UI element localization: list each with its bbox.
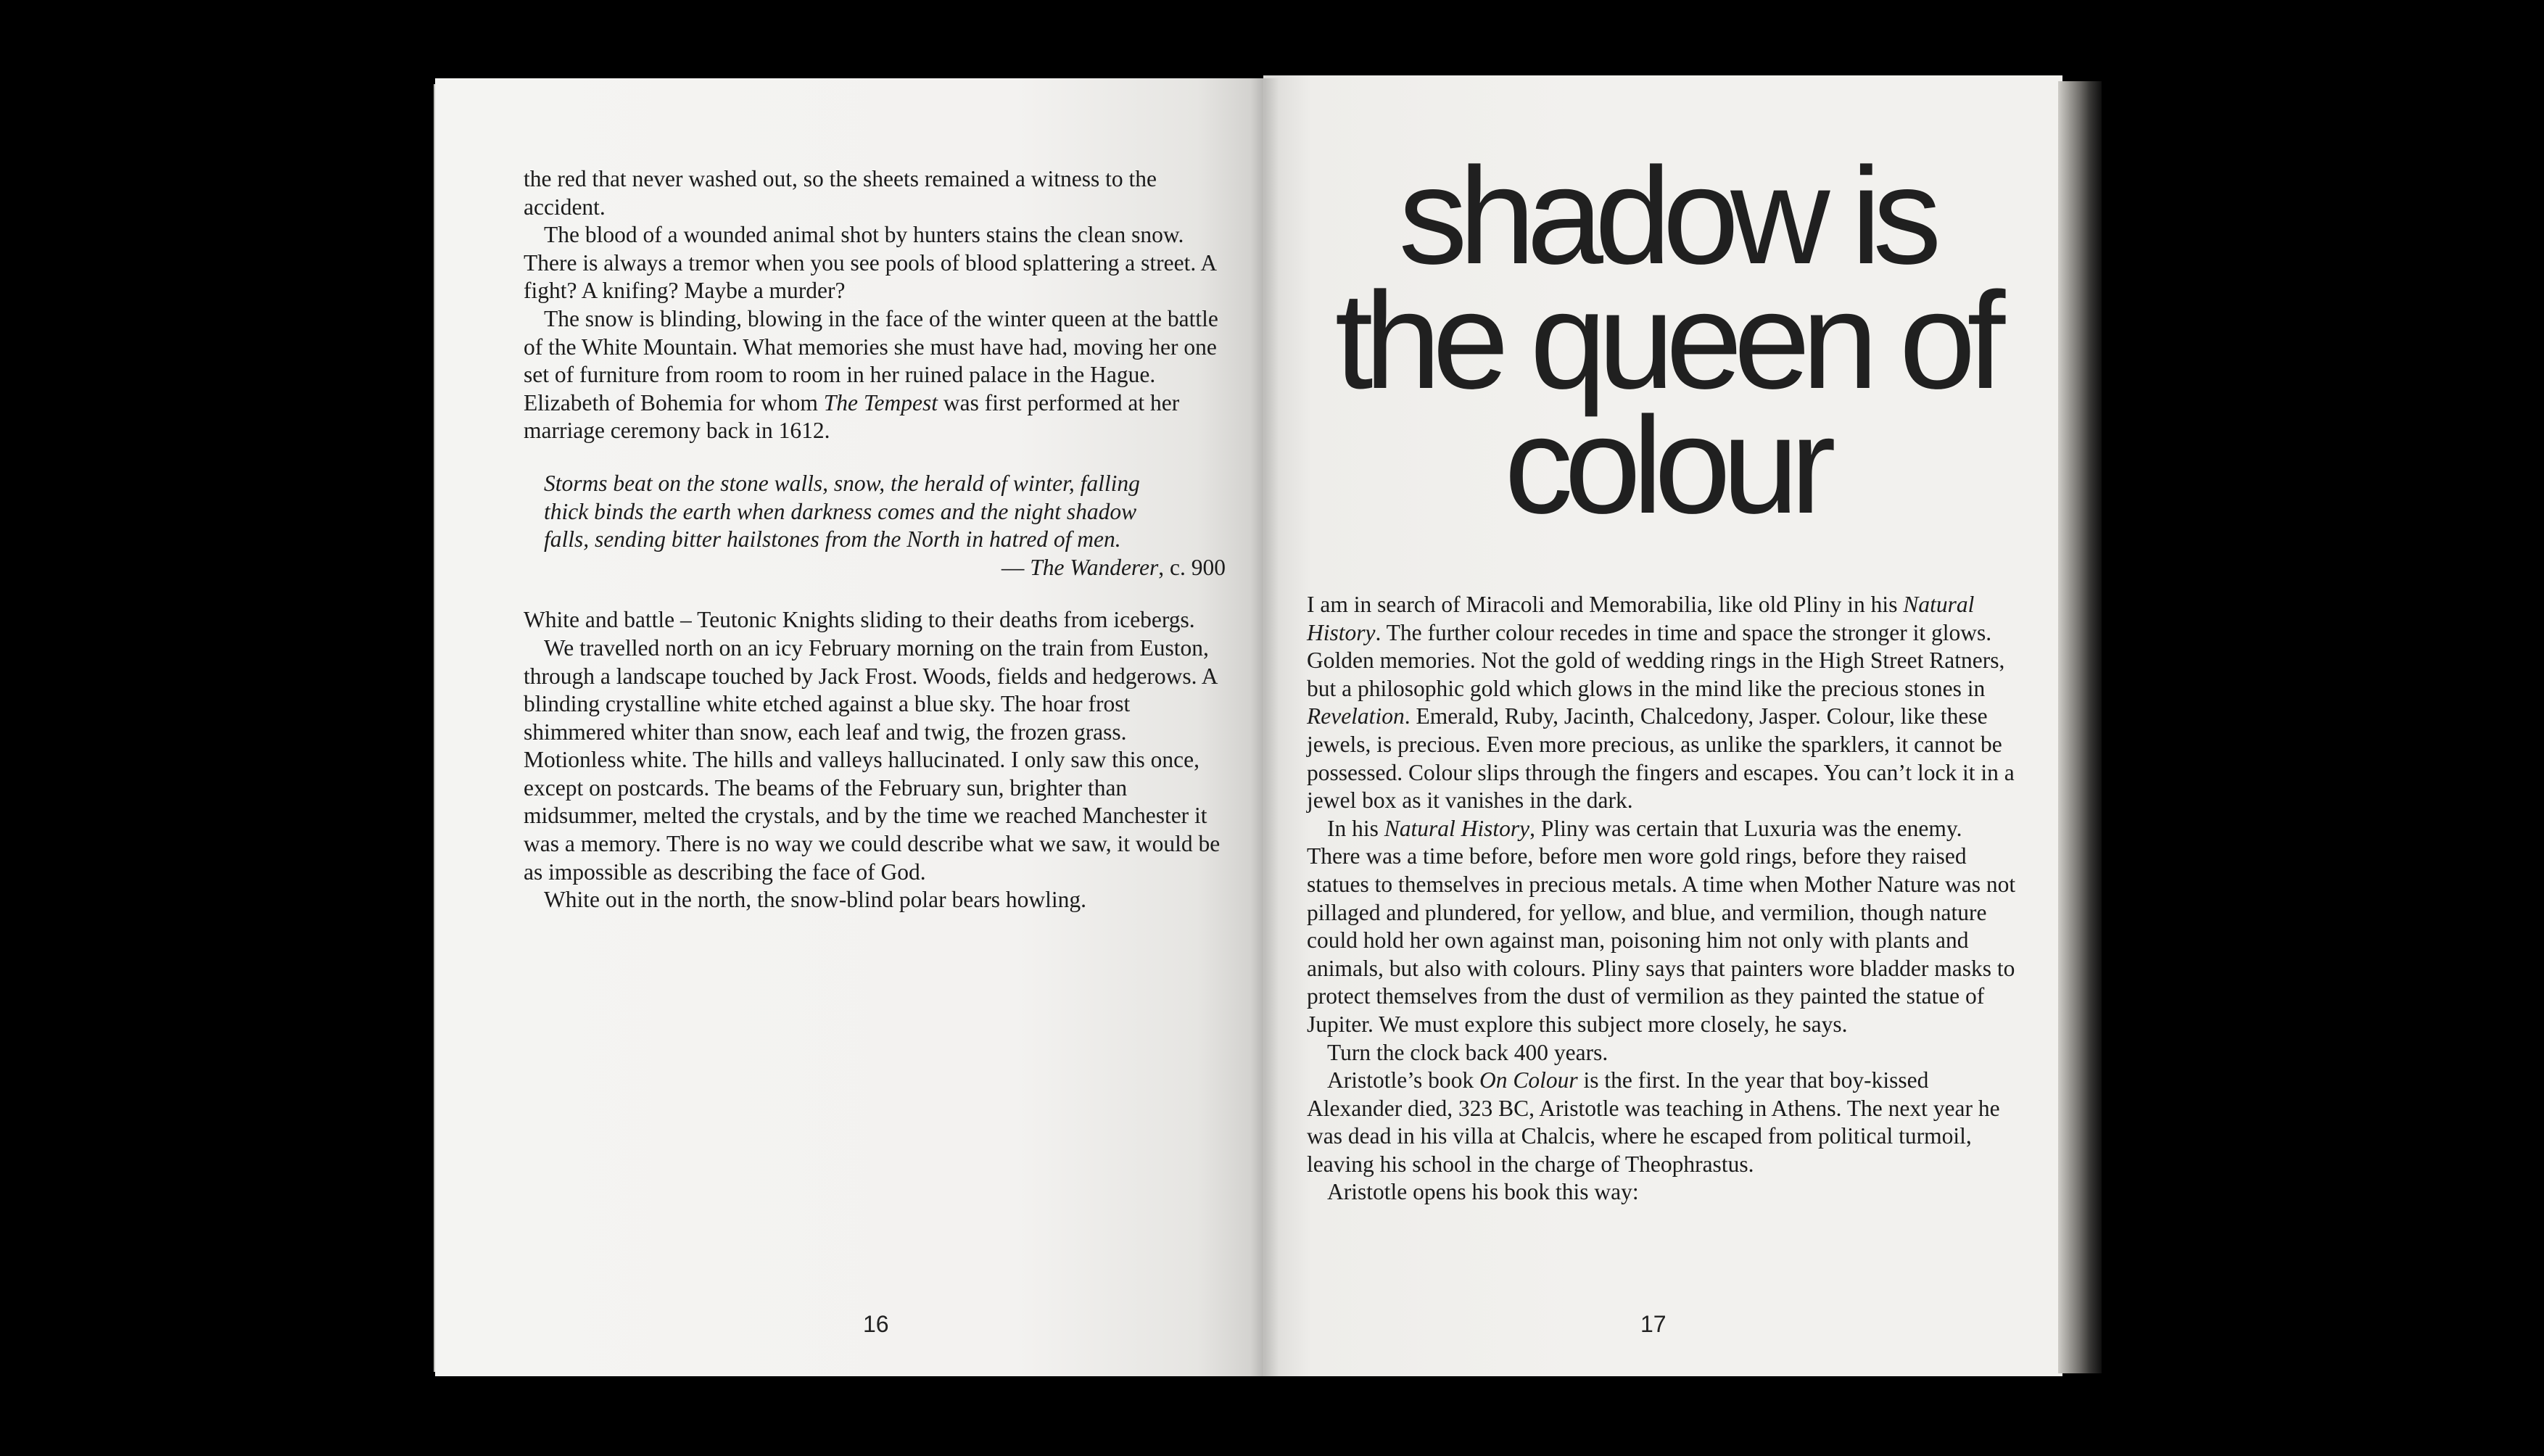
paragraph: the red that never washed out, so the sheets remained a witness to the accident. <box>524 166 1157 220</box>
paragraph-text: . Emerald, Ruby, Jacinth, Chalcedony, Jasper. Colour, like these jewels, is precious. Even more precious, as unlike the sparklers, it cannot be possessed. Colour slips through the fingers and escapes. You can’t lock it in a jewel box as it vanishes in the dark. <box>1307 703 2015 814</box>
book-title: The Tempest <box>823 389 938 415</box>
page-number-left: 16 <box>863 1311 889 1337</box>
paragraph <box>1307 591 2018 815</box>
paragraph-text: . The further colour recedes in time and space the stronger it glows. Golden memories. Not the gold of wedding rings in the High Street Ratners, but a philosophic gold which glows in the mind like the precious stones in <box>1307 619 2005 701</box>
paragraph: Aristotle opens his book this way: <box>1327 1179 1639 1205</box>
paragraph-text: was first performed at her marriage ceremony back in 1612. <box>524 389 1180 444</box>
paragraph-text: is the first. In the year that boy-kissed Alexander died, 323 BC, Aristotle was teaching in Athens. The next year he was dead in his villa at Chalcis, where he escaped from political turmoil, leaving his school in the charge of Theophrastus. <box>1307 1067 2000 1177</box>
right-page-text <box>1307 591 2018 1207</box>
chapter-heading <box>1321 139 2010 542</box>
paragraph-text: , Pliny was certain that Luxuria was the enemy. There was a time before, before men wore gold rings, before they raised statues to themselves in precious metals. A time when Mother Nature was not pillaged and plundered, for yellow, and blue, and vermilion, though nature could hold her own against man, poisoning him not only with plants and animals, but also with colours. Pliny says that painters wore bladder masks to protect themselves from the dust of vermilion as they painted the statue of Jupiter. We must explore this subject more closely, he says. <box>1307 815 2016 1037</box>
block-quote <box>544 470 1226 582</box>
book-title: Natural History <box>1384 815 1530 841</box>
paragraph: We travelled north on an icy February morning on the train from Euston, through a landscape touched by Jack Frost. Woods, fields and hedgerows. A blinding crystalline white etched against a blue sky. The hoar frost shimmered whiter than snow, each leaf and twig, the frozen grass. Motionless white. The hills and valleys hallucinated. I only saw this once, except on postcards. The beams of the February sun, brighter than midsummer, melted the crystals, and by the time we reached Manchester it was a memory. There is no way we could describe what we saw, it would be as impossible as describing the face of God. <box>524 634 1221 885</box>
heading-line: the queen of <box>1334 264 1997 418</box>
paragraph: The blood of a wounded animal shot by hunters stains the clean snow. There is always a tremor when you see pools of blood splattering a street. A fight? A knifing? Maybe a murder? <box>524 222 1216 304</box>
attribution-date: , c. 900 <box>1158 554 1226 580</box>
page-number-right: 17 <box>1640 1311 1667 1337</box>
paragraph: Turn the clock back 400 years. <box>1327 1039 1608 1065</box>
paragraph: White and battle – Teutonic Knights sliding to their deaths from icebergs. <box>524 607 1195 633</box>
heading-line: shadow is <box>1398 139 1933 293</box>
quote-line: Storms beat on the stone walls, snow, the herald of winter, falling <box>544 470 1140 496</box>
quote-line: thick binds the earth when darkness comes and the night shadow <box>544 498 1137 524</box>
paragraph <box>1307 1067 2018 1178</box>
quote-attribution <box>544 554 1226 582</box>
attribution-title: The Wanderer <box>1030 554 1159 580</box>
book-title: On Colour <box>1479 1067 1578 1093</box>
paragraph-text: The snow is blinding, blowing in the face of the winter queen at the battle of the White Mountain. What memories she must have had, moving her one set of furniture from room to room in her ruined palace in the Hague. Elizabeth of Bohemia for whom <box>524 305 1218 415</box>
paragraph-text: In his <box>1327 815 1384 841</box>
right-page-stack-edge <box>2058 81 2102 1373</box>
paragraph <box>1307 815 2018 1039</box>
attribution-dash: — <box>1001 554 1031 580</box>
paragraph: White out in the north, the snow-blind polar bears howling. <box>544 887 1086 913</box>
book-title: Revelation <box>1307 703 1405 729</box>
quote-line: falls, sending bitter hailstones from the North in hatred of men. <box>544 526 1121 553</box>
left-page-text <box>524 165 1226 914</box>
book-title: Natural History <box>1307 592 1975 645</box>
heading-line: colour <box>1504 389 1828 542</box>
paragraph-text: I am in search of Miracoli and Memorabilia, like old Pliny in his <box>1307 592 1904 617</box>
book-gutter <box>1250 78 1279 1376</box>
paragraph-text: Aristotle’s book <box>1327 1067 1479 1093</box>
paragraph <box>524 305 1226 445</box>
